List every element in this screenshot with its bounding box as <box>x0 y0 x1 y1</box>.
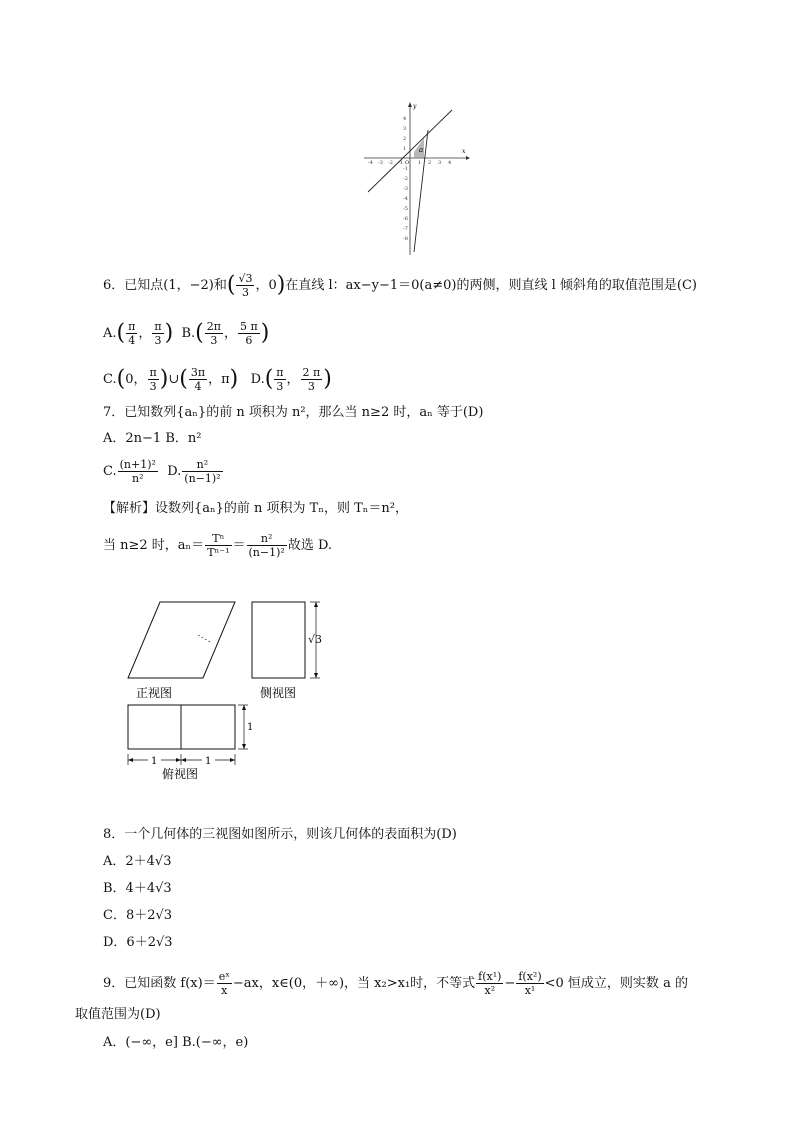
q7-step: 当 n≥2 时，aₙ＝ $\frac{\text{Tⁿ}}{\text{Tⁿ⁻¹}}$ ＝ $\frac{\text{n²}}{\text{(n−1)²}}$ 故选 D. <box>103 532 333 559</box>
y-tick-label: 3 <box>403 126 407 132</box>
y-tick-label: 2 <box>403 136 407 142</box>
y-tick-label: -6 <box>403 216 408 222</box>
line-graph-figure <box>362 100 472 260</box>
three-views-figure <box>120 595 340 785</box>
a-label: a <box>419 146 424 154</box>
top-width-label-1: 1 <box>151 756 158 767</box>
side-view-label: 侧视图 <box>260 686 297 700</box>
y-tick-label: -8 <box>403 236 408 242</box>
x-tick-label: -4 <box>368 160 373 166</box>
front-view-label: 正视图 <box>136 686 173 700</box>
origin-label: O <box>405 160 410 166</box>
q6-opt-c-label: C. <box>103 372 117 387</box>
x-tick-label: -2 <box>388 160 393 166</box>
y-tick-label: 4 <box>403 116 407 122</box>
q8-option-a: A．2＋4√3 <box>103 854 172 869</box>
q8-stem: 8．一个几何体的三视图如图所示，则该几何体的表面积为(D) <box>103 827 457 842</box>
q7-options-cd: C. $\frac{\text{(n+1)²}}{\text{n²}}$ D. $\frac{\text{n²}}{\text{(n−1)²}}$ <box>103 458 221 485</box>
x-tick-label: 1 <box>418 160 422 166</box>
front-view-shape <box>128 602 235 678</box>
q6-point-frac: $\frac{√3}{3}$ <box>238 272 253 299</box>
x-tick-labels <box>368 160 451 166</box>
q7-analysis: 【解析】设数列{aₙ}的前 n 项积为 Tₙ，则 Tₙ＝n²， <box>103 501 408 516</box>
y-axis-arrow <box>408 102 412 107</box>
x-tick-label: 4 <box>448 160 452 166</box>
side-height-label: √3 <box>308 633 323 646</box>
front-view-dashed <box>198 635 212 643</box>
q9-options: A．(−∞，e] B.(−∞，e) <box>103 1035 249 1050</box>
x-tick-label: -3 <box>378 160 383 166</box>
q6-suffix: 在直线 l：ax−y−1＝0(a≠0)的两侧，则直线 l 倾斜角的取值范围是(C) <box>285 278 697 293</box>
x-tick-label: -1 <box>398 160 403 166</box>
q6-options-cd: C.(0， $\frac{\pi}{3}$ )∪( $\frac{3\pi}{4}$ ，π) D.( $\frac{\pi}{3}$ ， $\frac{2 \pi}{3}$ ) <box>103 366 332 393</box>
x-tick-label: 3 <box>438 160 442 166</box>
y-axis-label: y <box>413 103 417 110</box>
q6-point-tail: ，0 <box>255 278 277 293</box>
q7-stem: 7．已知数列{aₙ}的前 n 项积为 n²，那么当 n≥2 时，aₙ 等于(D) <box>103 405 484 420</box>
q6-stem: 6．已知点(1，−2)和( $\frac{√3}{3}$ ，0)在直线 l：ax−y−1＝0(a≠0)的两侧，则直线 l 倾斜角的取值范围是(C) <box>103 272 697 299</box>
q8-option-c: C．8＋2√3 <box>103 908 173 923</box>
q8-option-b: B．4＋4√3 <box>103 881 172 896</box>
x-axis-arrow <box>466 156 470 160</box>
x-tick-label: 2 <box>428 160 432 166</box>
top-view-label: 俯视图 <box>162 767 199 781</box>
y-tick-label: -7 <box>403 226 408 232</box>
q9-stem: 9．已知函数 f(x)＝ $\frac{\text{eˣ}}{x}$ −ax，x∈(0，＋∞)，当 x₂>x₁时，不等式 $\frac{\text{f(x¹)}}{\text{x²}}$ − $\frac{\text{f(x²)}}{\text{x¹}}$ <0 恒成立，则实数 a 的 <box>103 970 688 997</box>
y-tick-labels <box>403 116 408 242</box>
q6-opt-a-label: A. <box>103 326 117 341</box>
q6-opt-d-label: D. <box>250 372 265 387</box>
top-width-label-2: 1 <box>205 756 212 767</box>
q7-options-ab: A．2n−1 B．n² <box>103 431 202 446</box>
q6-options-ab: A.( $\frac{\pi}{4}$ ， $\frac{\pi}{3}$ ) B.( $\frac{2\pi}{3}$ ， $\frac{5 \pi}{6}$ ) <box>103 320 270 347</box>
y-tick-label: -1 <box>403 166 408 172</box>
y-tick-label: -4 <box>403 196 408 202</box>
q9-stem-cont: 取值范围为(D) <box>75 1007 161 1022</box>
y-tick-label: -5 <box>403 206 408 212</box>
top-depth-label: 1 <box>247 722 254 733</box>
q8-option-d: D．6＋2√3 <box>103 935 173 950</box>
y-tick-label: -2 <box>403 176 408 182</box>
x-axis-label: x <box>462 148 466 155</box>
q6-opt-b-label: B. <box>181 326 196 341</box>
q6-prefix: 6．已知点(1，−2)和 <box>103 278 227 293</box>
y-tick-label: 1 <box>403 146 407 152</box>
side-view-shape <box>252 602 305 678</box>
y-tick-label: -3 <box>403 186 408 192</box>
